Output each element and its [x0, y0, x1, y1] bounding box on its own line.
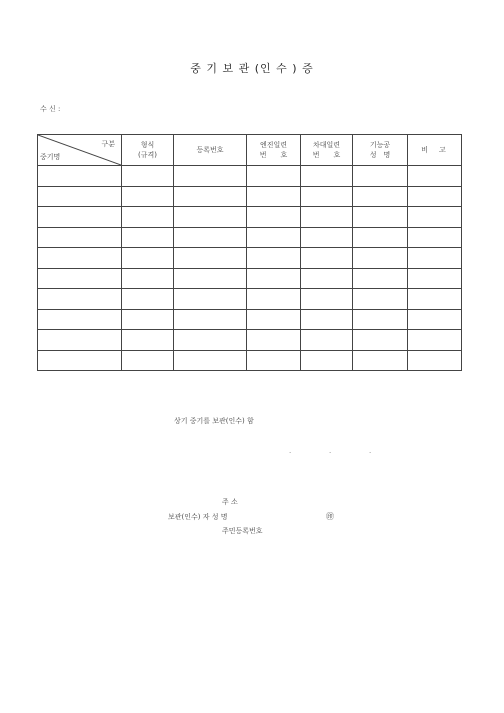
header-engine-serial: 엔진일련 번 호 — [247, 135, 301, 166]
table-cell[interactable] — [174, 350, 247, 371]
table-cell[interactable] — [174, 330, 247, 351]
table-cell[interactable] — [408, 309, 462, 330]
table-cell[interactable] — [38, 248, 122, 269]
table-cell[interactable] — [247, 289, 301, 310]
table-cell[interactable] — [408, 268, 462, 289]
table-cell[interactable] — [174, 268, 247, 289]
table-cell[interactable] — [174, 166, 247, 187]
table-cell[interactable] — [247, 207, 301, 228]
header-operator-name: 기능공 성 명 — [353, 135, 408, 166]
table-cell[interactable] — [301, 207, 353, 228]
table-cell[interactable] — [174, 289, 247, 310]
header-registration-number: 등록번호 — [174, 135, 247, 166]
address-label: 주 소 — [222, 498, 238, 506]
table-cell[interactable] — [301, 227, 353, 248]
table-row — [38, 330, 462, 351]
equipment-table — [37, 134, 462, 371]
table-cell[interactable] — [38, 166, 122, 187]
table-cell[interactable] — [247, 268, 301, 289]
table-cell[interactable] — [122, 309, 174, 330]
table-cell[interactable] — [301, 309, 353, 330]
table-cell[interactable] — [122, 350, 174, 371]
header-diagonal-cell — [38, 135, 122, 166]
table-cell[interactable] — [353, 330, 408, 351]
table-cell[interactable] — [38, 309, 122, 330]
table-cell[interactable] — [353, 166, 408, 187]
table-cell[interactable] — [408, 350, 462, 371]
table-cell[interactable] — [122, 166, 174, 187]
seal-mark: ㊞ — [326, 512, 334, 521]
table-row — [38, 227, 462, 248]
recipient-label: 수 신 : — [40, 105, 61, 113]
table-cell[interactable] — [353, 268, 408, 289]
table-cell[interactable] — [247, 166, 301, 187]
table-cell[interactable] — [38, 330, 122, 351]
table-cell[interactable] — [408, 207, 462, 228]
table-cell[interactable] — [408, 248, 462, 269]
table-cell[interactable] — [174, 309, 247, 330]
table-cell[interactable] — [38, 268, 122, 289]
keeper-name-label: 보관(인수) 자 성 명 — [168, 513, 228, 521]
table-row — [38, 309, 462, 330]
table-cell[interactable] — [174, 186, 247, 207]
header-remarks: 비 고 — [408, 135, 462, 166]
table-cell[interactable] — [353, 186, 408, 207]
table-cell[interactable] — [122, 330, 174, 351]
table-cell[interactable] — [247, 186, 301, 207]
date-month-dot: . — [329, 447, 332, 455]
table-cell[interactable] — [301, 350, 353, 371]
table-cell[interactable] — [247, 227, 301, 248]
table-cell[interactable] — [38, 186, 122, 207]
table-cell[interactable] — [353, 309, 408, 330]
header-chassis-serial: 차대일련 번 호 — [301, 135, 353, 166]
table-cell[interactable] — [38, 289, 122, 310]
table-cell[interactable] — [38, 207, 122, 228]
table-cell[interactable] — [353, 227, 408, 248]
table-cell[interactable] — [408, 166, 462, 187]
table-cell[interactable] — [247, 309, 301, 330]
table-cell[interactable] — [408, 186, 462, 207]
table-cell[interactable] — [174, 248, 247, 269]
table-row — [38, 166, 462, 187]
header-equipment-name: 중기명 — [40, 153, 61, 161]
table-cell[interactable] — [301, 186, 353, 207]
table-cell[interactable] — [122, 186, 174, 207]
table-cell[interactable] — [122, 207, 174, 228]
table-cell[interactable] — [38, 227, 122, 248]
table-cell[interactable] — [408, 330, 462, 351]
header-model: 형식 (규격) — [122, 135, 174, 166]
table-cell[interactable] — [174, 207, 247, 228]
table-cell[interactable] — [301, 166, 353, 187]
table-cell[interactable] — [174, 227, 247, 248]
statement-text: 상기 중기를 보관(인수) 함 — [174, 417, 254, 425]
table-cell[interactable] — [122, 289, 174, 310]
table-body — [38, 166, 462, 371]
table-header-row — [38, 135, 462, 166]
table-cell[interactable] — [408, 289, 462, 310]
table-row — [38, 350, 462, 371]
table-cell[interactable] — [247, 350, 301, 371]
table-cell[interactable] — [122, 268, 174, 289]
table-cell[interactable] — [301, 330, 353, 351]
table-cell[interactable] — [247, 248, 301, 269]
table-cell[interactable] — [353, 350, 408, 371]
table-row — [38, 248, 462, 269]
table-cell[interactable] — [247, 330, 301, 351]
table-cell[interactable] — [301, 289, 353, 310]
table-cell[interactable] — [301, 248, 353, 269]
table-cell[interactable] — [408, 227, 462, 248]
table-row — [38, 268, 462, 289]
document-title: 중 기 보 관 (인 수 ) 증 — [190, 62, 314, 75]
table-row — [38, 207, 462, 228]
table-row — [38, 186, 462, 207]
date-year-dot: . — [289, 447, 292, 455]
table-cell[interactable] — [38, 350, 122, 371]
table-cell[interactable] — [122, 248, 174, 269]
header-category: 구분 — [101, 140, 115, 148]
date-day-dot: . — [369, 447, 372, 455]
table-cell[interactable] — [301, 268, 353, 289]
table-cell[interactable] — [353, 207, 408, 228]
table-cell[interactable] — [122, 227, 174, 248]
table-cell[interactable] — [353, 248, 408, 269]
id-number-label: 주민등록번호 — [222, 527, 263, 535]
table-cell[interactable] — [353, 289, 408, 310]
table-row — [38, 289, 462, 310]
